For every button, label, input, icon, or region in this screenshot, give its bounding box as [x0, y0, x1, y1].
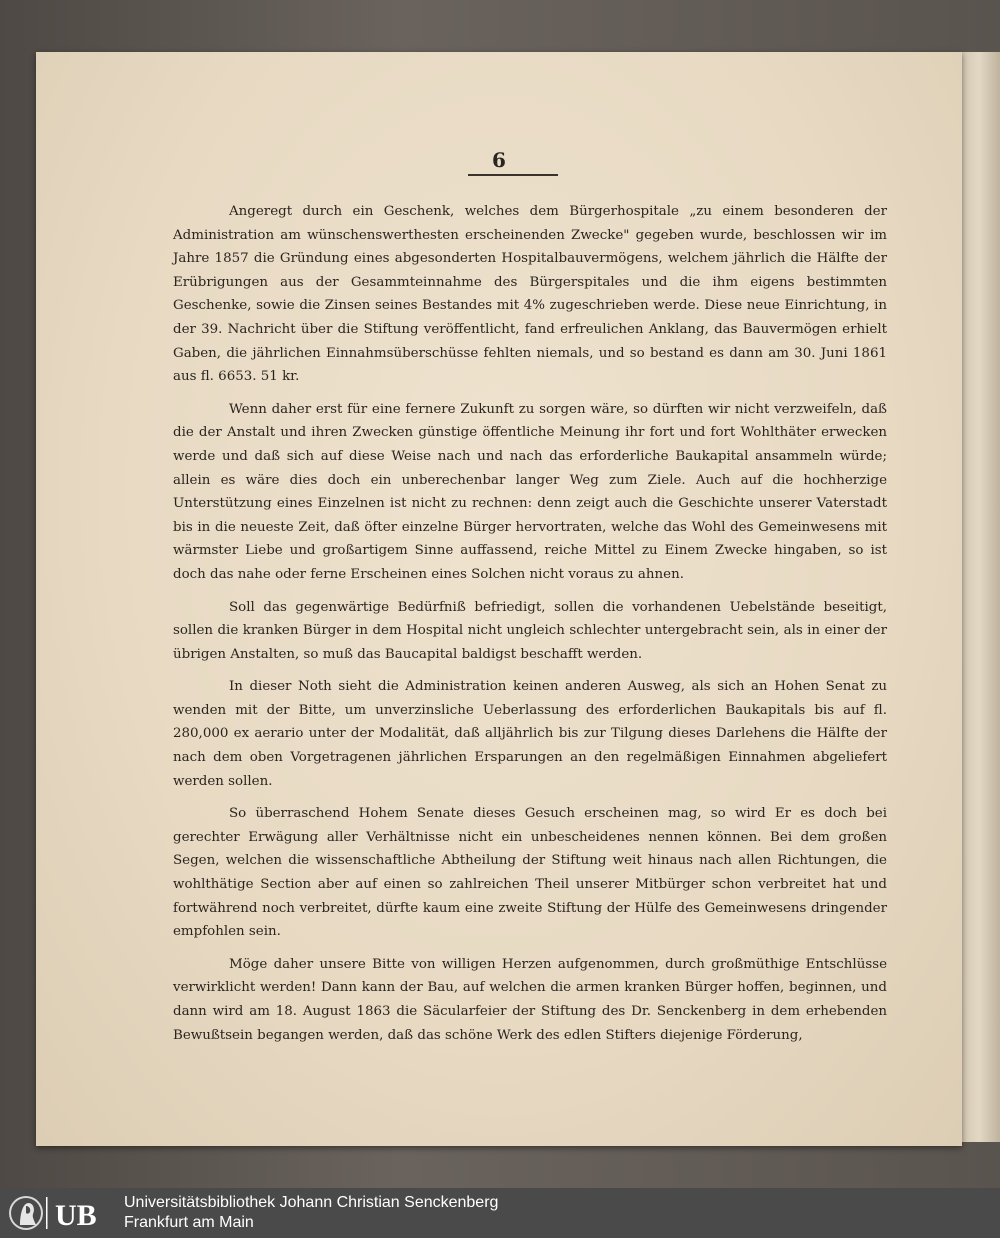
paragraph-6: Möge daher unsere Bitte von willigen Herzen aufgenommen, durch großmüthige Entschlüsse verwirklicht werden! Dann kann der Bau, auf welchen die armen kranken Bürger hoffen, beginnen, und dann wird am 18. August 1863 die Säcularfeier der Stiftung des Dr. Senckenberg in dem erhebenden Bewußtsein begangen werden, daß das schöne Werk des edlen Stifters diejenige Förderung, [173, 956, 887, 1043]
body-text [173, 200, 887, 1056]
page-number: 6 [492, 148, 506, 172]
page-number-rule [468, 174, 558, 176]
library-footer [0, 1188, 1000, 1238]
paragraph-1: Angeregt durch ein Geschenk, welches dem Bürgerhospitale „zu einem besonderen der Administration am wünschenswerthesten erscheinenden Zwecke" gegeben wurde, beschlossen wir im Jahre 1857 die Gründung eines abgesonderten Hospitalbauvermögens, welchem jährlich die Hälfte der Erübrigungen aus der Gesammteinnahme des Bürgerspitales und die ihm eigens bestimmten Geschenke, sowie die Zinsen seines Bestandes mit 4% zugeschrieben werde. Diese neue Einrichtung, in der 39. Nachricht über die Stiftung veröffentlicht, fand erfreulichen Anklang, das Bauvermögen erhielt Gaben, die jährlichen Einnahmsüberschüsse fehlten niemals, und so bestand es dann am 30. Juni 1861 aus fl. 6653. 51 kr. [173, 204, 887, 385]
institution-line-1: Universitätsbibliothek Johann Christian Senckenberg [124, 1194, 499, 1211]
institution-name [124, 1193, 498, 1233]
ub-logo-icon [6, 1192, 118, 1234]
next-page-edge [958, 52, 1000, 1142]
institution-line-2: Frankfurt am Main [124, 1214, 254, 1231]
paragraph-3: Soll das gegenwärtige Bedürfniß befriedigt, sollen die vorhandenen Uebelstände beseitigt, sollen die kranken Bürger in dem Hospital nicht ungleich schlechter untergebracht sein, als in einer der übrigen Anstalten, so muß das Baucapital baldigst beschafft werden. [173, 599, 887, 662]
logo-text: UB [55, 1199, 97, 1232]
paragraph-5: So überraschend Hohem Senate dieses Gesuch erscheinen mag, so wird Er es doch bei gerechter Erwägung aller Verhältnisse nicht ein unbescheidenes nennen können. Bei dem großen Segen, welchen die wissenschaftliche Abtheilung der Stiftung weit hinaus nach allen Richtungen, die wohlthätige Section aber auf einen so zahlreichen Theil unserer Mitbürger schon verbreitet hat und fortwährend noch verbreitet, dürfte kaum eine zweite Stiftung der Hülfe des Gemeinwesens dringender empfohlen sein. [173, 806, 887, 940]
paragraph-4: In dieser Noth sieht die Administration keinen anderen Ausweg, als sich an Hohen Senat zu wenden mit der Bitte, um unverzinsliche Ueberlassung des erforderlichen Baukapitals bis auf fl. 280,000 ex aerario unter der Modalität, daß alljährlich bis zur Tilgung dieses Darlehens die Hälfte der nach dem oben Vorgetragenen jährlichen Ersparungen an den regelmäßigen Einnahmen abgeliefert werden sollen. [173, 679, 887, 789]
document-page [36, 52, 962, 1146]
paragraph-2: Wenn daher erst für eine fernere Zukunft zu sorgen wäre, so dürften wir nicht verzweifeln, daß die der Anstalt und ihren Zwecken günstige öffentliche Meinung ihr fort und fort Wohlthäter erwecken werde und daß sich auf diese Weise nach und nach das erforderliche Baukapital ansammeln würde; allein es wäre dies doch ein unberechenbar langer Weg zum Ziele. Auch auf die hochherzige Unterstützung eines Einzelnen ist nicht zu rechnen: denn zeigt auch die Geschichte unserer Vaterstadt bis in die neueste Zeit, daß öfter einzelne Bürger hervortraten, welche das Wohl des Gemeinwesens mit wärmster Liebe und großartigem Sinne auffassend, reiche Mittel zu Einem Zwecke hingaben, so ist doch das nahe oder ferne Erscheinen eines Solchen nicht voraus zu ahnen. [173, 401, 887, 582]
